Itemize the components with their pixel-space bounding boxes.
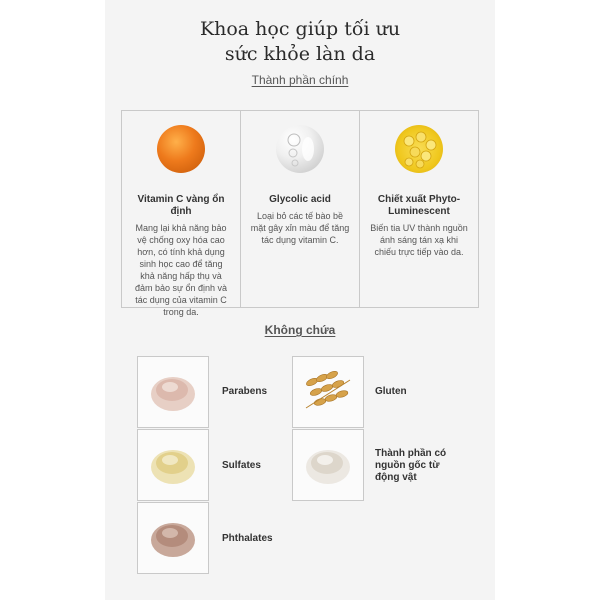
free-from-label: Phthalates: [222, 533, 273, 544]
ingredient-card-vitamin-c: [122, 111, 240, 317]
yellow-powder-icon: [148, 443, 198, 487]
ingredient-card-glycolic-acid: [240, 111, 359, 307]
clear-bubble-icon: [276, 125, 324, 173]
ingredient-description: Mang lại khả năng bảo vệ chống oxy hóa cao hơn, có tính khả dụng sinh học cao để tăng khả năng hấp thụ và đảm bảo sự ổn định và tác dụng của vitamin C trong da.: [134, 223, 228, 317]
ingredient-name: Chiết xuất Phyto-Luminescent: [377, 194, 461, 217]
free-from-label: Sulfates: [222, 460, 261, 471]
free-from-label: Parabens: [222, 386, 268, 397]
ingredient-name: Glycolic acid: [269, 194, 331, 205]
pink-powder-icon: [148, 370, 198, 414]
free-from-tile-parabens: [137, 356, 209, 428]
ingredient-name: Vitamin C vàng ổn định: [137, 194, 225, 217]
ingredient-card-phyto-luminescent: [359, 111, 478, 307]
page-title: [105, 17, 495, 67]
page-title-line-1: Khoa học giúp tối ưu: [199, 18, 401, 40]
main-ingredients-heading: Thành phần chính: [251, 73, 349, 87]
page-title-line-2: sức khỏe làn da: [224, 43, 376, 65]
ingredients-grid: [121, 110, 479, 317]
yellow-extract-icon: [395, 125, 443, 173]
orange-vitamin-c-icon: [157, 125, 205, 173]
free-from-label: Gluten: [375, 386, 407, 397]
white-powder-icon: [303, 443, 353, 487]
brown-powder-icon: [148, 516, 198, 560]
ingredient-description: Biến tia UV thành nguồn ánh sáng tán xạ khi chiếu trực tiếp vào da.: [370, 223, 468, 257]
free-from-tile-gluten: [292, 356, 364, 428]
ingredient-description: Loại bỏ các tế bào bề mặt gây xỉn màu để tăng tác dụng vitamin C.: [250, 211, 350, 245]
free-from-tile-animal-derived: [292, 429, 364, 501]
wheat-icon: [300, 368, 356, 416]
free-from-label: Thành phần có nguồn gốc từ động vật: [375, 448, 447, 483]
free-from-tile-sulfates: [137, 429, 209, 501]
free-from-tile-phthalates: [137, 502, 209, 574]
free-from-heading: Không chứa: [264, 323, 336, 337]
